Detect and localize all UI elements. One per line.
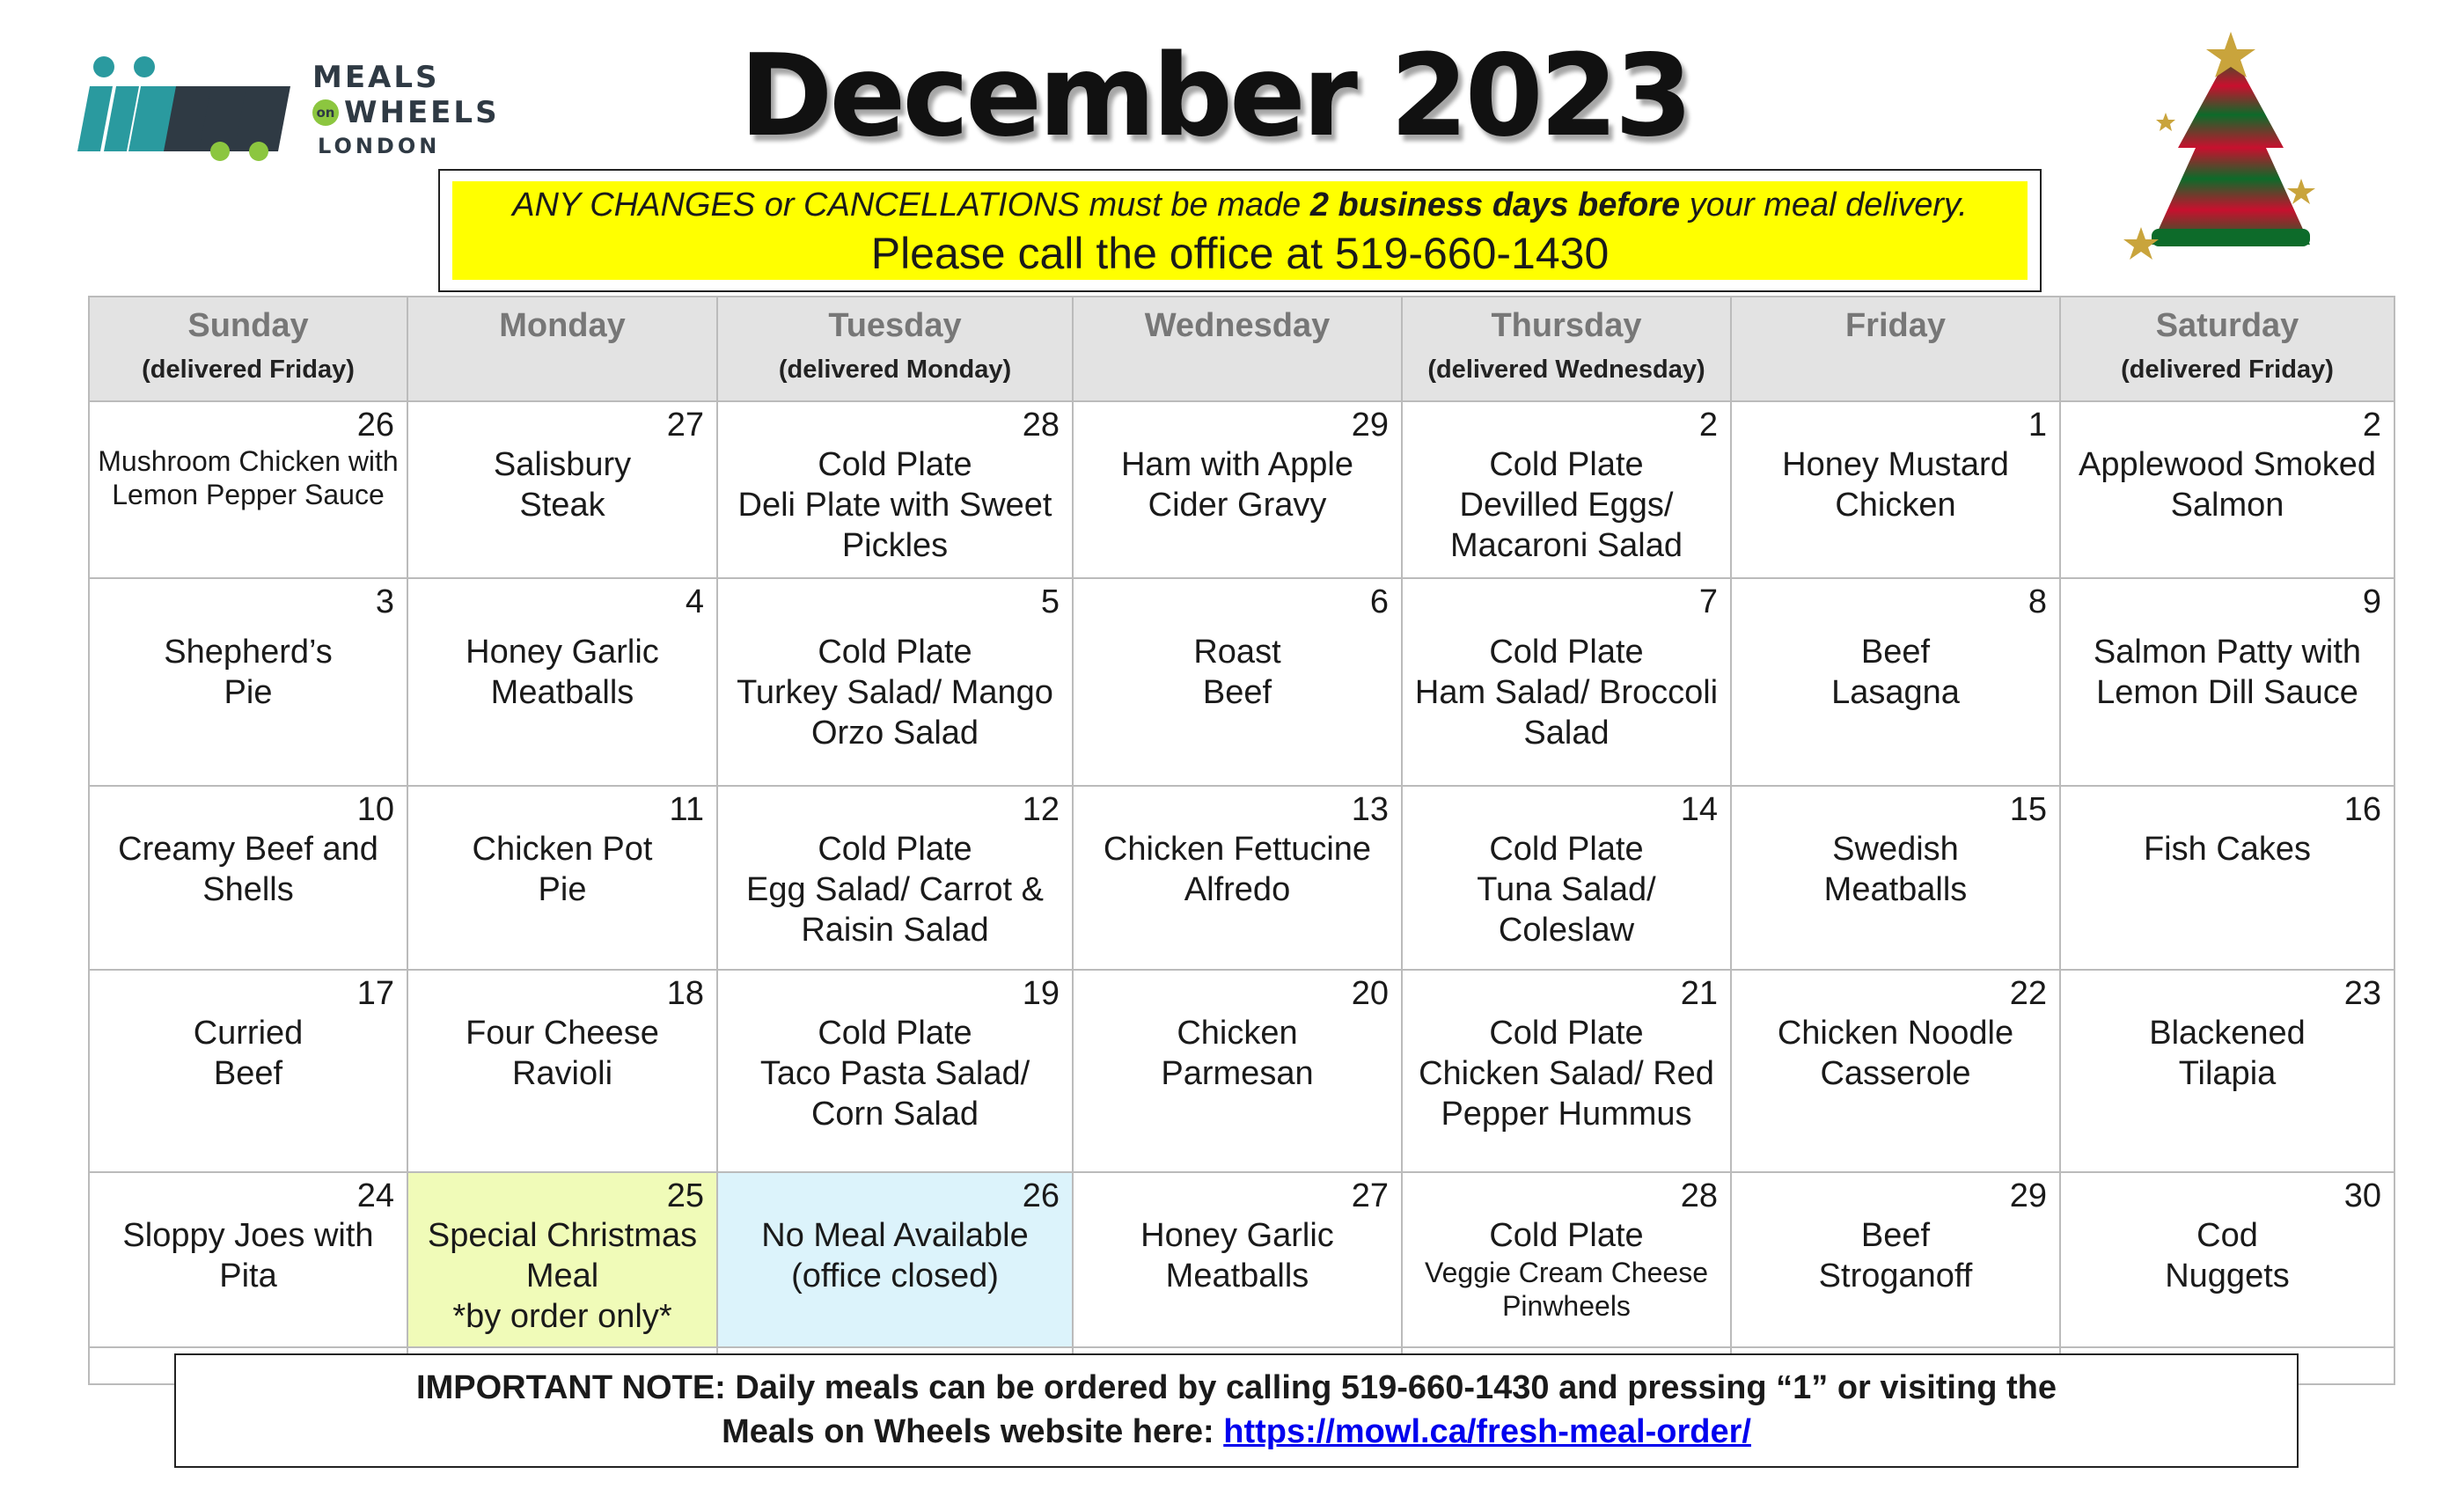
- logo-line-london: LONDON: [318, 134, 441, 158]
- meal-text: Salmon Patty with Lemon Dill Sauce: [2093, 633, 2362, 711]
- day-number: 8: [2028, 583, 2047, 620]
- important-line2: [176, 1410, 2297, 1454]
- day-cell-christmas: [407, 1172, 717, 1347]
- day-number: 22: [2009, 974, 2047, 1012]
- day-number: 10: [356, 791, 394, 829]
- day-number: 4: [685, 583, 704, 620]
- day-number: 26: [1022, 1177, 1060, 1215]
- day-number: 9: [2362, 583, 2381, 620]
- day-cell: [407, 578, 717, 787]
- day-number: 11: [669, 791, 704, 829]
- day-cell: [89, 970, 407, 1173]
- day-cell: [1073, 1172, 1402, 1347]
- meal-text: Swedish Meatballs: [1823, 831, 1968, 909]
- day-cell: [1402, 786, 1731, 970]
- meal-text: Curried Beef: [193, 1014, 304, 1092]
- meal-text: Creamy Beef and Shells: [118, 831, 378, 909]
- important-note: [174, 1353, 2299, 1468]
- day-number: 30: [2343, 1177, 2381, 1215]
- notice-pre: ANY CHANGES or CANCELLATIONS must be made: [512, 187, 1310, 224]
- meal-text: Applewood Smoked Salmon: [2079, 446, 2376, 524]
- day-cell: [407, 970, 717, 1173]
- important-line1: IMPORTANT NOTE: Daily meals can be ordered by calling 519-660-1430 and pressing “1” or visiting the: [416, 1369, 2057, 1406]
- day-cell: [1731, 1172, 2060, 1347]
- notice-highlight: [452, 181, 2028, 280]
- day-number: 21: [1680, 974, 1718, 1012]
- meal-text: Cold Plate Chicken Salad/ Red Pepper Hummus: [1419, 1014, 1714, 1133]
- day-cell: [89, 401, 407, 578]
- day-cell: [89, 578, 407, 787]
- meal-text: Sloppy Joes with Pita: [122, 1217, 374, 1295]
- meal-text: Roast Beef: [1193, 633, 1281, 711]
- day-cell: [1731, 970, 2060, 1173]
- meal-text: Salisbury Steak: [493, 446, 632, 524]
- day-number: 23: [2343, 974, 2381, 1012]
- important-line2-text: Meals on Wheels website here:: [722, 1413, 1224, 1450]
- day-number: 28: [1680, 1177, 1718, 1215]
- meal-text: Chicken Pot Pie: [472, 831, 653, 909]
- day-number: 15: [2009, 791, 2047, 829]
- weekday-sunday: Sunday (delivered Friday): [89, 297, 407, 401]
- meal-text: Chicken Noodle Casserole: [1777, 1014, 2014, 1092]
- week-row: [89, 970, 2394, 1173]
- meal-text: Shepherd’s Pie: [164, 633, 333, 711]
- meal-text: Cold Plate Veggie Cream Cheese Pinwheels: [1425, 1217, 1708, 1323]
- week-row: [89, 401, 2394, 578]
- day-number: 2: [1698, 407, 1718, 444]
- day-cell: [2060, 970, 2394, 1173]
- day-cell: [717, 786, 1073, 970]
- meal-text: Beef Stroganoff: [1818, 1217, 1973, 1295]
- meal-text: Honey Mustard Chicken: [1782, 446, 2009, 524]
- meal-text: Cold Plate Egg Salad/ Carrot & Raisin Salad: [746, 831, 1044, 950]
- day-number: 25: [666, 1177, 704, 1215]
- day-number: 19: [1022, 974, 1060, 1012]
- day-cell: [1402, 401, 1731, 578]
- weekday-header-row: [89, 297, 2394, 401]
- day-cell: [1073, 578, 1402, 787]
- day-number: 16: [2343, 791, 2381, 829]
- day-number: 2: [2362, 407, 2381, 444]
- notice-post: your meal delivery.: [1680, 187, 1968, 224]
- notice-cancellation-text: [452, 183, 2028, 227]
- logo-wheels-text: WHEELS: [344, 95, 500, 130]
- weekday-thursday: Thursday (delivered Wednesday): [1402, 297, 1731, 401]
- logo-line-meals: MEALS: [312, 60, 440, 95]
- day-cell: [2060, 578, 2394, 787]
- meal-text: Cold Plate Turkey Salad/ Mango Orzo Salad: [737, 633, 1053, 752]
- day-cell: [717, 970, 1073, 1173]
- weekday-friday: Friday: [1731, 297, 2060, 401]
- day-number: 3: [375, 583, 394, 620]
- meal-text: Four Cheese Ravioli: [466, 1014, 659, 1092]
- meal-text: Cold Plate Taco Pasta Salad/ Corn Salad: [759, 1014, 1030, 1133]
- day-cell: [717, 401, 1073, 578]
- weekday-monday: Monday: [407, 297, 717, 401]
- weekday-tuesday: Tuesday (delivered Monday): [717, 297, 1073, 401]
- week-row: [89, 578, 2394, 787]
- day-number: 12: [1022, 791, 1060, 829]
- day-cell: [1402, 970, 1731, 1173]
- day-cell: [407, 786, 717, 970]
- day-cell: [1073, 401, 1402, 578]
- day-cell: [407, 401, 717, 578]
- weekday-saturday: Saturday (delivered Friday): [2060, 297, 2394, 401]
- day-cell: [1073, 970, 1402, 1173]
- day-cell: [1731, 401, 2060, 578]
- day-cell: [2060, 401, 2394, 578]
- meal-text: Cod Nuggets: [2165, 1217, 2290, 1295]
- meal-text: Chicken Parmesan: [1161, 1014, 1314, 1092]
- day-number: 7: [1698, 583, 1718, 620]
- meal-calendar: [88, 296, 2395, 1385]
- day-number: 26: [356, 407, 394, 444]
- day-number: 18: [666, 974, 704, 1012]
- changes-notice: [438, 169, 2042, 292]
- meal-text: Cold Plate Ham Salad/ Broccoli Salad: [1414, 633, 1719, 752]
- day-cell: [717, 578, 1073, 787]
- weekday-wednesday: Wednesday: [1073, 297, 1402, 401]
- day-number: 27: [666, 407, 704, 444]
- meal-text: Fish Cakes: [2143, 831, 2312, 869]
- week-row: [89, 1172, 2394, 1347]
- day-number: 24: [356, 1177, 394, 1215]
- week-row: [89, 786, 2394, 970]
- logo-on-dot: on: [312, 99, 339, 126]
- meal-text: Honey Garlic Meatballs: [466, 633, 659, 711]
- day-cell-office-closed: [717, 1172, 1073, 1347]
- day-number: 14: [1680, 791, 1718, 829]
- day-cell: [2060, 786, 2394, 970]
- meal-text: Beef Lasagna: [1831, 633, 1960, 711]
- meal-text: Cold Plate Deli Plate with Sweet Pickles: [737, 446, 1052, 564]
- meal-text: No Meal Available (office closed): [761, 1217, 1029, 1295]
- day-number: 5: [1040, 583, 1060, 620]
- meal-text: Honey Garlic Meatballs: [1140, 1217, 1334, 1295]
- day-number: 6: [1369, 583, 1389, 620]
- christmas-tree-icon: [2116, 25, 2345, 271]
- meal-text: Cold Plate Devilled Eggs/ Macaroni Salad: [1449, 446, 1683, 564]
- day-cell: [1731, 786, 2060, 970]
- day-number: 20: [1351, 974, 1389, 1012]
- day-cell: [1402, 1172, 1731, 1347]
- day-cell: [89, 1172, 407, 1347]
- meal-text: Ham with Apple Cider Gravy: [1120, 446, 1353, 524]
- notice-call-office: Please call the office at 519-660-1430: [870, 229, 1610, 278]
- meal-text: Blackened Tilapia: [2149, 1014, 2306, 1092]
- meal-text: Mushroom Chicken with Lemon Pepper Sauce: [98, 445, 399, 510]
- day-number: 29: [1351, 407, 1389, 444]
- day-number: 13: [1351, 791, 1389, 829]
- day-cell: [1402, 578, 1731, 787]
- day-cell: [1731, 578, 2060, 787]
- day-cell: [1073, 786, 1402, 970]
- meal-text: Cold Plate Tuna Salad/ Coleslaw: [1477, 831, 1656, 950]
- order-link[interactable]: https://mowl.ca/fresh-meal-order/: [1223, 1413, 1751, 1450]
- day-number: 29: [2009, 1177, 2047, 1215]
- day-cell: [89, 786, 407, 970]
- meal-text: Special Christmas Meal *by order only*: [427, 1217, 698, 1336]
- meal-text: Chicken Fettucine Alfredo: [1103, 831, 1372, 909]
- day-number: 1: [2028, 407, 2047, 444]
- day-number: 28: [1022, 407, 1060, 444]
- notice-bold: 2 business days before: [1309, 187, 1681, 224]
- day-cell: [2060, 1172, 2394, 1347]
- day-number: 17: [356, 974, 394, 1012]
- day-number: 27: [1351, 1177, 1389, 1215]
- page-title: December 2023: [739, 31, 1690, 162]
